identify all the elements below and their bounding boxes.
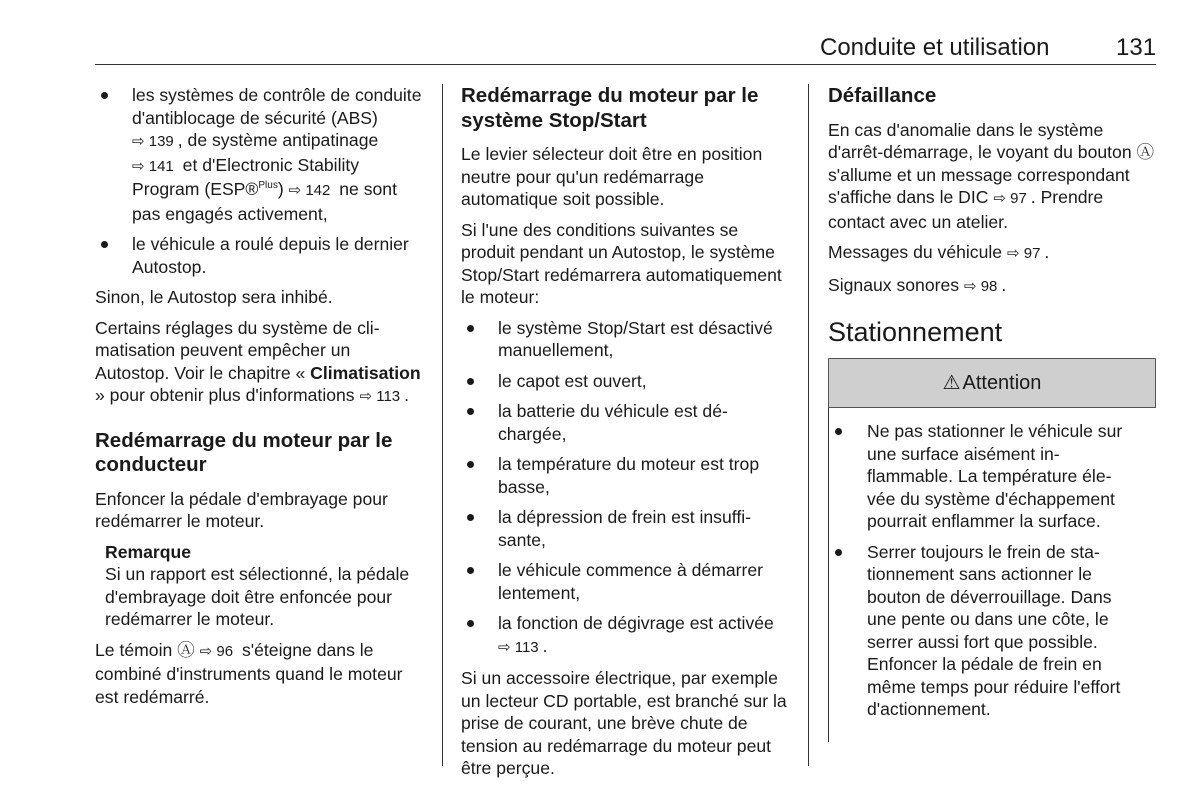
page-ref-arrow-icon: ⇨ 113 [359,388,401,405]
column-3 [828,84,1158,742]
col1-bullet-list [95,84,425,278]
page-ref-arrow-icon: ⇨ 142 [288,182,331,199]
list-item: le véhicule commence à démarrer lentement, [461,559,789,604]
column-1 [95,84,425,716]
page-number: 131 [1116,34,1157,61]
superscript: Plus [258,180,278,192]
text-span: la fonction de dégivrage est activée [498,613,774,633]
attention-label: Attention [962,371,1042,394]
header-rule [95,64,1156,65]
paragraph [828,241,1158,266]
text-span: . Prendre contact avec un atelier. [828,187,1104,232]
paragraph: Sinon, le Autostop sera inhibé. [95,287,333,307]
page-header-title: Conduite et utilisation [820,34,1050,61]
text-span: Messages du véhicule [828,242,1007,262]
text-span: En cas d'anomalie dans le système d'arrêt-démarrage, le voyant du bouton [828,119,1137,162]
column-divider-1 [442,84,443,766]
attention-header [828,358,1156,408]
text-span: » pour obtenir plus d'informations [95,385,360,405]
page-ref-arrow-icon: ⇨ 96 [199,642,234,660]
section-title: Stationnement [828,317,1003,347]
list-item: le capot est ouvert, [461,370,789,393]
paragraph [828,119,1158,234]
col2-bullet-list [461,317,789,660]
text-span: . [542,635,548,656]
page-ref-arrow-icon: ⇨ 98 [963,277,998,295]
list-item: la batterie du véhicule est déchargée, [461,400,789,445]
text-span: , de système antipatinage [177,130,379,150]
page-ref-arrow-icon: ⇨ 97 [993,190,1027,207]
paragraph [828,274,1158,299]
list-item: Ne pas stationner le véhicule sur une surface aisément inflammable. La température élevée du système d'échappement pourrait enflammer la surface. [829,420,1129,533]
list-item: le véhicule a roulé depuis le dernier Autostop. [95,233,425,278]
note-title: Remarque [105,541,192,562]
page-ref-arrow-icon: ⇨ 141 [132,157,174,175]
list-item: la dépression de frein est insuffisante, [461,506,789,551]
list-item: la température du moteur est trop basse, [461,453,789,498]
text-span: les systèmes de contrôle de conduite d'antiblocage de sécurité (ABS) [132,85,422,128]
paragraph: Si l'une des conditions suivantes se produit pendant un Autostop, le système Stop/Start redémarrera automatiquement le moteur: [461,219,782,307]
text-span: s'allume et un message correspondant s'affiche dans le DIC [828,164,1130,207]
paragraph: Le levier sélecteur doit être en position neutre pour qu'un redémarrage automatique soit possible. [461,144,763,209]
column-2 [461,84,789,788]
list-item [461,612,789,659]
paragraph: Enfoncer la pédale d'embrayage pour redémarrer le moteur. [95,488,388,531]
page-ref-arrow-icon: ⇨ 97 [1006,245,1041,262]
text-span: ne sont pas engagés activement, [132,179,397,224]
text-span: . [1001,274,1007,295]
text-span: Le témoin [95,639,178,660]
text-span: . [1044,242,1050,262]
section-heading: Redémarrage du moteur par le système Stop/Start [461,84,759,132]
attention-body [828,408,1156,742]
text-span: Signaux sonores [828,274,964,295]
note-box [95,541,425,631]
list-item: le système Stop/Start est désactivé manuellement, [461,317,789,362]
auto-stop-icon: Ⓐ [177,639,195,660]
text-span: et d'Electronic Stability Program (ESP® [132,154,360,199]
page-ref-arrow-icon: ⇨ 113 [498,638,539,656]
text-span: s'éteigne dans le combiné d'instruments quand le moteur est redémarré. [95,639,403,707]
paragraph: Si un accessoire électrique, par exemple un lecteur CD portable, est branché sur la prise de courant, une brève chute de tension au redémarrage du moteur peut être perçue. [461,668,787,778]
section-heading: Redémarrage du moteur par le conducteur [95,428,393,476]
section-heading: Défaillance [828,84,937,107]
text-span: . [404,385,410,405]
paragraph [95,317,425,409]
paragraph [95,639,425,709]
attention-bullet-list [829,420,1129,721]
bold-term: Climatisation [310,362,421,383]
auto-stop-warning-icon: Ⓐ [1136,142,1155,162]
note-text: Si un rapport est sélectionné, la pédale d'embrayage doit être enfoncée pour redémarrer le moteur. [105,564,410,629]
column-divider-2 [808,84,809,766]
warning-triangle-icon: ⚠ [942,371,961,394]
page-ref-arrow-icon: ⇨ 139 [132,133,174,150]
list-item [95,84,425,225]
attention-box [828,358,1156,742]
text-span: Certains réglages du système de climatisation peuvent empêcher un Autostop. Voir le chapitre « [95,317,380,383]
list-item: Serrer toujours le frein de stationnement sans actionner le bouton de déverrouillage. Dans une pente ou dans une côte, le serrer aussi fort que possible. Enfoncer la pédale de frein en même temps pour réduire l'effort d'actionnement. [829,541,1129,721]
text-span: ) [277,179,289,199]
